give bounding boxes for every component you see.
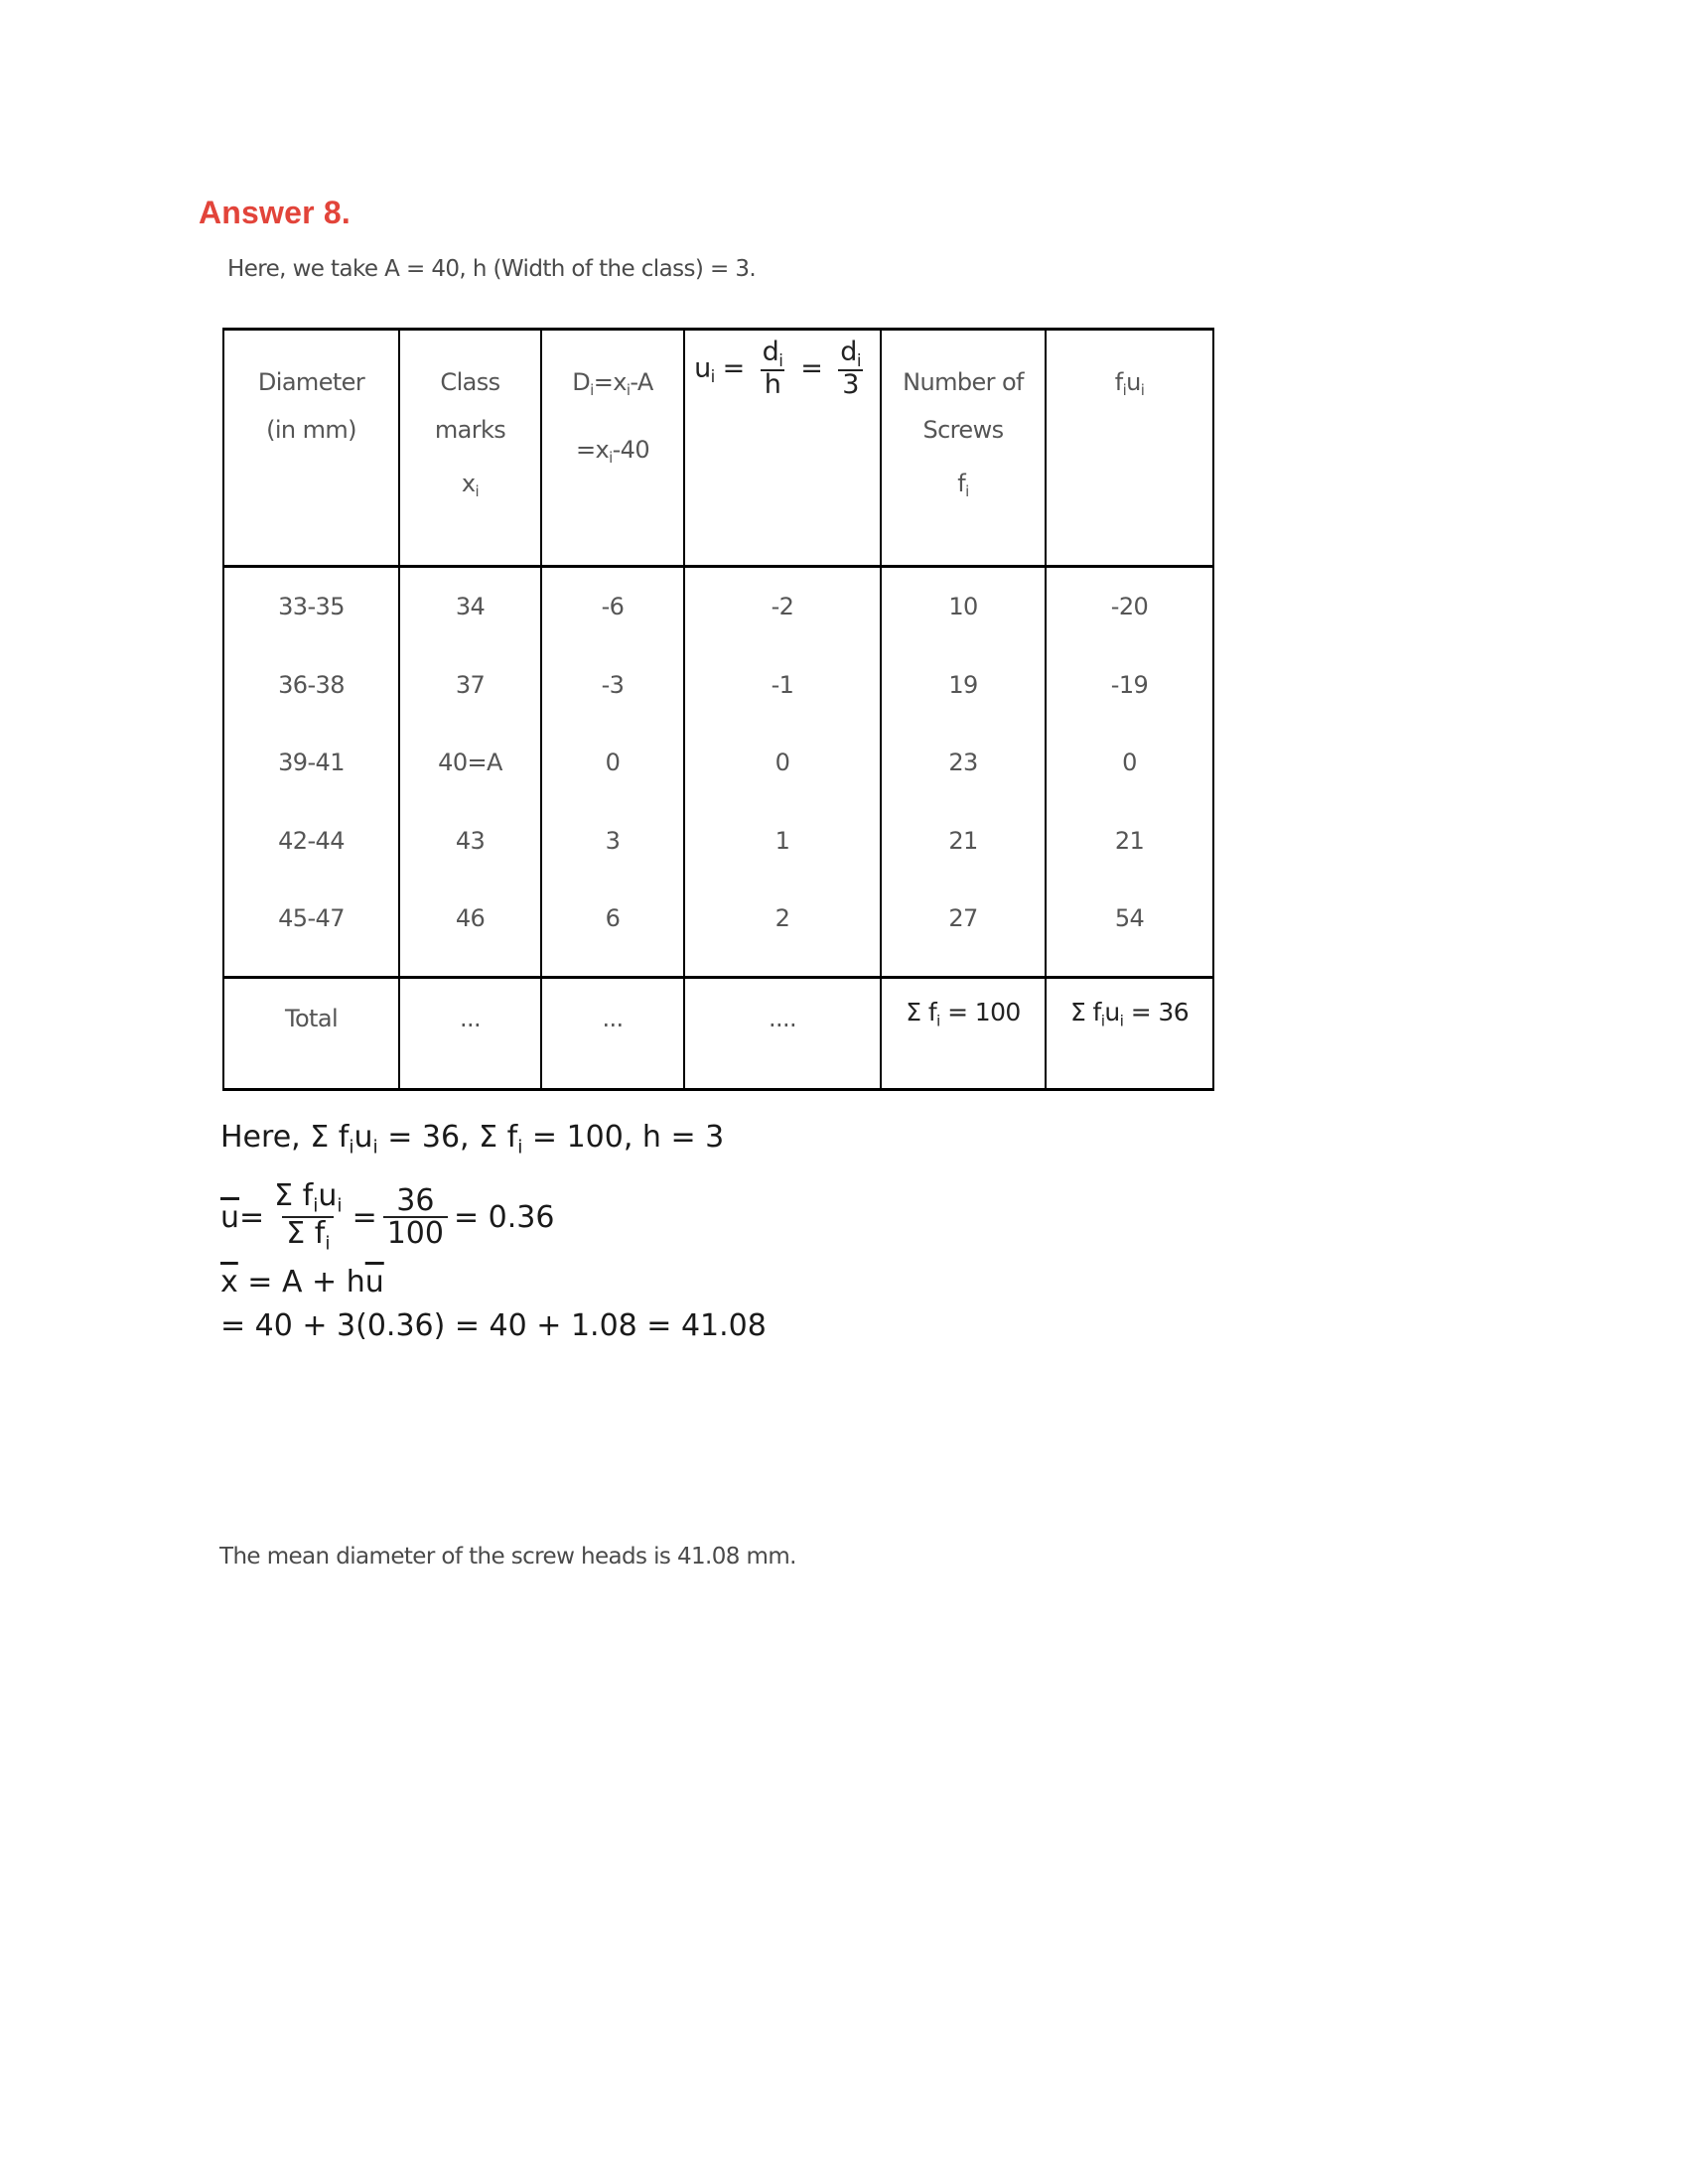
header-number-of-screws: Number of Screws $f_i$	[881, 330, 1046, 567]
total-class-marks: ...	[399, 977, 541, 1089]
solution-u-bar: $\overline{u}$ = $\frac{\Sigma f_iu_i}{\Sigma f_i}$ = $\frac{36}{100}$ = 0.36	[220, 1177, 555, 1255]
column-u: -2 -1 0 1 2	[684, 567, 881, 978]
solution-mean-result: = 40 + 3(0.36) = 40 + 1.08 = 41.08	[220, 1308, 767, 1343]
conclusion-text: The mean diameter of the screw heads is 41.08 mm.	[219, 1544, 796, 1570]
table-data-rows	[223, 567, 1213, 978]
header-u-formula: $u_i$ = $\frac{d_i}{h}$ = $\frac{d_i}{3}$	[684, 330, 881, 567]
header-class-marks: Class marks $x_i$	[399, 330, 541, 567]
column-class-marks: 34 37 40=A 43 46	[399, 567, 541, 978]
total-deviation: ...	[541, 977, 684, 1089]
header-fu: $f_iu_i$	[1046, 330, 1213, 567]
header-diameter: Diameter (in mm)	[223, 330, 399, 567]
total-label: Total	[223, 977, 399, 1089]
total-sum-fu: Σ $f_iu_i = 36$	[1046, 977, 1213, 1089]
frequency-table	[222, 328, 1214, 1091]
total-sum-f: Σ $f_i = 100$	[881, 977, 1046, 1089]
intro-text: Here, we take A = 40, h (Width of the class) = 3.	[227, 256, 757, 282]
column-frequency: 10 19 23 21 27	[881, 567, 1046, 978]
solution-block	[220, 1120, 767, 1343]
solution-given: Here, Σ $f_iu_i = 36$, Σ $f_i = 100$, h = 3	[220, 1120, 725, 1159]
column-fu: -20 -19 0 21 54	[1046, 567, 1213, 978]
table-header-row	[223, 330, 1213, 567]
header-deviation: $D_i=x_i-A$ $=x_i-40$	[541, 330, 684, 567]
column-deviation: -6 -3 0 3 6	[541, 567, 684, 978]
table-total-row	[223, 977, 1213, 1089]
column-diameter: 33-35 36-38 39-41 42-44 45-47	[223, 567, 399, 978]
answer-heading: Answer 8.	[199, 195, 351, 230]
solution-mean-formula: $\overline{x} = A + h\overline{u}$	[220, 1265, 384, 1299]
total-u: ....	[684, 977, 881, 1089]
